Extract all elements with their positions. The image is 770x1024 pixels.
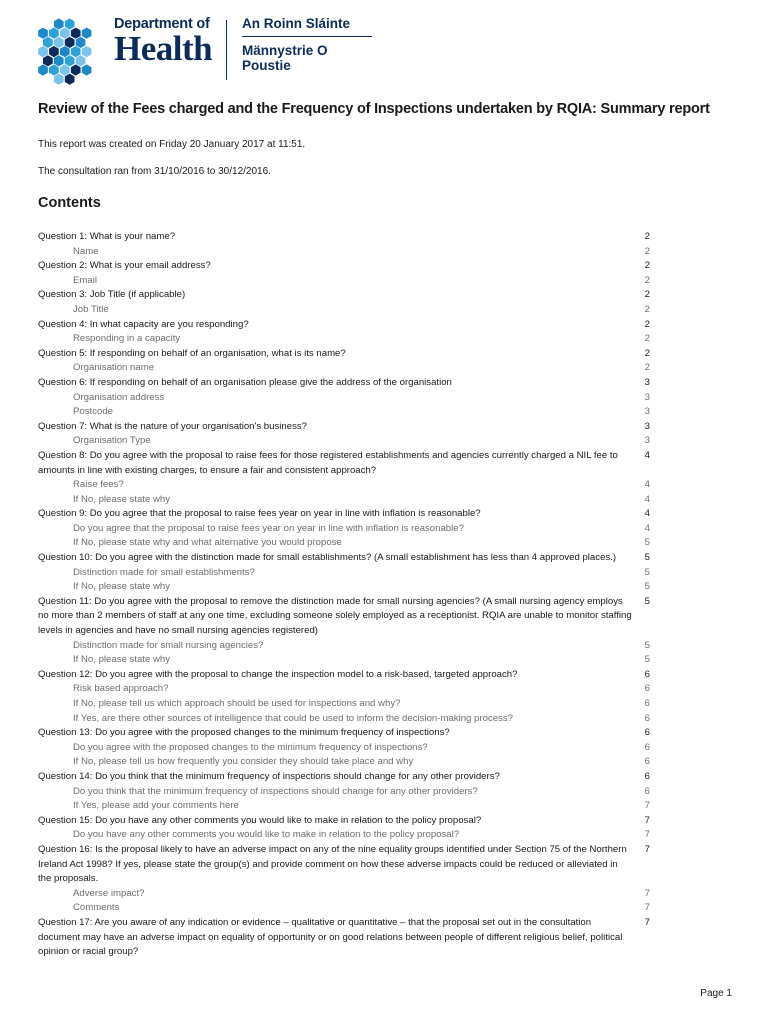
logo-hexagon (38, 64, 48, 75)
ulster-scots-name: Männystrie O Poustie (242, 43, 328, 73)
toc-subitem[interactable] (38, 493, 650, 508)
toc-page-number: 2 (644, 362, 650, 374)
toc-page-number: 3 (644, 406, 650, 418)
toc-page-number: 4 (644, 508, 650, 520)
toc-entry-text: If Yes, are there other sources of intelligence that could be used to inform the decision-making process? (73, 712, 513, 724)
toc-page-number: 2 (644, 347, 650, 359)
logo-hexagon (65, 55, 75, 66)
department-name (114, 16, 212, 67)
toc-page-number: 7 (644, 902, 650, 914)
page-number: Page 1 (700, 988, 732, 999)
toc-entry-text: Organisation address (73, 391, 165, 403)
toc-subitem[interactable] (38, 682, 650, 697)
logo-hexagon (43, 37, 53, 48)
toc-entry-text: Organisation name (73, 362, 155, 374)
toc-question[interactable] (38, 288, 650, 303)
toc-page-number: 5 (644, 639, 650, 651)
toc-question[interactable] (38, 347, 650, 362)
toc-question[interactable] (38, 726, 650, 741)
toc-question[interactable] (38, 507, 650, 522)
toc-entry-text: If No, please tell us how frequently you consider they should take place and why (73, 756, 414, 768)
toc-entry-text: Comments (73, 902, 120, 914)
logo-hexagon (65, 37, 75, 48)
toc-entry-text: Question 17: Are you aware of any indication or evidence – qualitative or quantitative – that the proposal set out in the consultation document may have an adverse impact on equality of opportunity or on good relations between people of different religious belief, political opinion or racial group? (38, 916, 623, 958)
toc-entry-text: Do you have any other comments you would like to make in relation to the policy proposal? (73, 829, 460, 841)
toc-page-number: 2 (644, 303, 650, 315)
toc-entry-text: Postcode (73, 406, 114, 418)
toc-page-number: 6 (644, 683, 650, 695)
toc-question[interactable] (38, 595, 650, 639)
toc-entry-text: Question 1: What is your name? (38, 231, 176, 242)
toc-subitem[interactable] (38, 580, 650, 595)
toc-entry-text: Question 14: Do you think that the minimum frequency of inspections should change for any other providers? (38, 770, 500, 782)
toc-page-number: 4 (644, 522, 650, 534)
toc-entry-text: Question 6: If responding on behalf of an organisation please give the address of the organisation (38, 376, 452, 388)
toc-entry-text: Question 7: What is the nature of your organisation's business? (38, 420, 308, 432)
toc-subitem[interactable] (38, 887, 650, 902)
health-wordmark: Health (114, 29, 213, 68)
table-of-contents (38, 230, 650, 960)
toc-subitem[interactable] (38, 245, 650, 260)
toc-question[interactable] (38, 814, 650, 829)
toc-entry-text: Name (73, 245, 99, 257)
logo-hexagon (54, 37, 64, 48)
toc-page-number: 6 (644, 741, 650, 753)
toc-page-number: 7 (644, 887, 650, 899)
logo-hexagon (54, 74, 64, 85)
toc-page-number: 7 (644, 843, 650, 855)
logo-hexagon (71, 46, 81, 57)
name-rule (242, 36, 372, 37)
toc-page-number: 2 (644, 260, 650, 272)
toc-entry-text: If Yes, please add your comments here (73, 800, 239, 812)
logo-hexagon (54, 55, 64, 66)
toc-page-number: 6 (644, 712, 650, 724)
toc-entry-text: Raise fees? (73, 479, 124, 491)
toc-page-number: 5 (644, 581, 650, 593)
toc-entry-text: Question 13: Do you agree with the proposed changes to the minimum frequency of inspections? (38, 727, 450, 739)
toc-page-number: 7 (644, 800, 650, 812)
toc-entry-text: Question 2: What is your email address? (38, 260, 211, 272)
logo-hexagon (38, 46, 48, 57)
toc-subitem[interactable] (38, 639, 650, 654)
logo-hexagon (82, 46, 92, 57)
toc-entry-text: Job Title (73, 303, 109, 315)
toc-entry-text: Question 11: Do you agree with the proposal to remove the distinction made for small nursing agencies? (A small nursing agency employs no more than 2 members of staff at any one time, excluding someone solely employed as a receptionist. RQIA are unable to monitor staffing levels in agencies and have no small nursing agencies registered) (38, 595, 632, 637)
toc-page-number: 5 (644, 537, 650, 549)
toc-subitem[interactable] (38, 522, 650, 537)
toc-question[interactable] (38, 449, 650, 478)
logo-hexagon (54, 18, 64, 29)
toc-page-number: 4 (644, 493, 650, 505)
toc-entry-text: If No, please state why (73, 581, 171, 593)
logo-hexagon (65, 18, 75, 29)
department-of-label: Department of (114, 16, 210, 32)
toc-entry-text: Adverse impact? (73, 887, 145, 899)
toc-entry-text: If No, please state why (73, 493, 171, 505)
logo-hexagon (76, 37, 86, 48)
toc-question[interactable] (38, 259, 650, 274)
toc-entry-text: Risk based approach? (73, 683, 169, 695)
department-of-health-logo (36, 14, 376, 92)
logo-hexagon (60, 28, 70, 39)
toc-page-number: 5 (644, 595, 650, 607)
toc-page-number: 3 (644, 376, 650, 388)
hexagon-cluster-icon (36, 18, 102, 88)
logo-hexagon (65, 74, 75, 85)
toc-entry-text: Distinction made for small nursing agencies? (73, 639, 264, 651)
toc-page-number: 7 (644, 829, 650, 841)
irish-name: An Roinn Sláinte (242, 16, 350, 31)
toc-page-number: 6 (644, 698, 650, 709)
toc-subitem[interactable] (38, 653, 650, 668)
logo-hexagon (71, 64, 81, 75)
toc-question[interactable] (38, 551, 650, 566)
toc-page-number: 6 (644, 770, 650, 782)
toc-page-number: 3 (644, 420, 650, 432)
logo-hexagon (49, 64, 59, 75)
logo-hexagon (82, 28, 92, 39)
toc-page-number: 6 (644, 785, 650, 797)
toc-entry-text: Do you agree that the proposal to raise fees year on year in line with inflation is reasonable? (73, 522, 464, 534)
toc-page-number: 6 (644, 756, 650, 768)
logo-hexagon (60, 46, 70, 57)
translated-names (242, 16, 372, 73)
toc-entry-text: Question 15: Do you have any other comments you would like to make in relation to the policy proposal? (38, 814, 482, 826)
toc-subitem[interactable] (38, 536, 650, 551)
logo-hexagon (71, 28, 81, 39)
toc-page-number: 3 (644, 435, 650, 447)
toc-page-number: 2 (644, 274, 650, 286)
toc-page-number: 2 (644, 245, 650, 257)
toc-page-number: 6 (644, 727, 650, 739)
toc-page-number: 5 (644, 654, 650, 666)
logo-hexagon (76, 55, 86, 66)
toc-page-number: 4 (644, 479, 650, 491)
toc-subitem[interactable] (38, 828, 650, 843)
toc-entry-text: Do you agree with the proposed changes to the minimum frequency of inspections? (73, 741, 428, 753)
logo-hexagon (49, 28, 59, 39)
created-statement: This report was created on Friday 20 January 2017 at 11:51. (38, 139, 306, 150)
toc-entry-text: If No, please tell us which approach should be used for inspections and why? (73, 698, 401, 709)
toc-entry-text: Question 12: Do you agree with the proposal to change the inspection model to a risk-based, targeted approach? (38, 668, 518, 680)
toc-question[interactable] (38, 230, 650, 245)
toc-entry-text: Question 16: Is the proposal likely to have an adverse impact on any of the nine equality groups identified under Section 75 of the Northern Ireland Act 1998? If yes, please state the group(s) and provide comment on how these adverse impacts could be reduced or alleviated in the proposals. (38, 843, 627, 885)
toc-subitem[interactable] (38, 274, 650, 289)
logo-divider (226, 20, 227, 80)
toc-page-number: 2 (644, 333, 650, 345)
toc-question[interactable] (38, 770, 650, 785)
toc-page-number: 5 (644, 552, 650, 564)
toc-page-number: 2 (644, 231, 650, 242)
toc-subitem[interactable] (38, 566, 650, 581)
toc-subitem[interactable] (38, 434, 650, 449)
toc-subitem[interactable] (38, 303, 650, 318)
toc-page-number: 2 (644, 318, 650, 330)
toc-entry-text: If No, please state why and what alternative you would propose (73, 537, 342, 549)
toc-subitem[interactable] (38, 405, 650, 420)
toc-subitem[interactable] (38, 755, 650, 770)
toc-question[interactable] (38, 843, 650, 887)
toc-entry-text: Do you think that the minimum frequency of inspections should change for any other providers? (73, 785, 478, 797)
toc-entry-text: Organisation Type (73, 435, 151, 447)
toc-entry-text: Question 4: In what capacity are you responding? (38, 318, 249, 330)
toc-subitem[interactable] (38, 712, 650, 727)
toc-entry-text: If No, please state why (73, 654, 171, 666)
logo-hexagon (49, 46, 59, 57)
toc-subitem[interactable] (38, 697, 650, 712)
toc-question[interactable] (38, 318, 650, 333)
toc-page-number: 7 (644, 916, 650, 928)
toc-subitem[interactable] (38, 478, 650, 493)
toc-question[interactable] (38, 420, 650, 435)
toc-question[interactable] (38, 668, 650, 683)
contents-heading: Contents (38, 195, 101, 211)
toc-subitem[interactable] (38, 332, 650, 347)
toc-entry-text: Responding in a capacity (73, 333, 181, 345)
toc-page-number: 5 (644, 566, 650, 578)
toc-subitem[interactable] (38, 361, 650, 376)
toc-subitem[interactable] (38, 785, 650, 800)
toc-question[interactable] (38, 916, 650, 960)
toc-entry-text: Distinction made for small establishments? (73, 566, 255, 578)
toc-subitem[interactable] (38, 391, 650, 406)
toc-entry-text: Question 10: Do you agree with the distinction made for small establishments? (A small establishment has less than 4 approved places.) (38, 552, 617, 564)
report-title: Review of the Fees charged and the Frequency of Inspections undertaken by RQIA: Summary report (38, 101, 710, 117)
consultation-dates: The consultation ran from 31/10/2016 to 30/12/2016. (38, 166, 271, 177)
toc-entry-text: Question 5: If responding on behalf of an organisation, what is its name? (38, 347, 346, 359)
logo-hexagon (38, 28, 48, 39)
toc-question[interactable] (38, 376, 650, 391)
toc-page-number: 7 (644, 814, 650, 826)
toc-subitem[interactable] (38, 901, 650, 916)
logo-hexagon (82, 64, 92, 75)
logo-hexagon (43, 55, 53, 66)
toc-page-number: 4 (644, 449, 650, 461)
toc-subitem[interactable] (38, 799, 650, 814)
toc-entry-text: Question 9: Do you agree that the proposal to raise fees year on year in line with inflation is reasonable? (38, 508, 481, 520)
toc-entry-text: Question 8: Do you agree with the proposal to raise fees for those registered establishments and agencies currently charged a NIL fee to amounts in line with existing charges, to ensure a fair and consistent approach? (38, 449, 618, 476)
toc-subitem[interactable] (38, 741, 650, 756)
logo-hexagon (60, 64, 70, 75)
toc-page-number: 6 (644, 668, 650, 680)
toc-entry-text: Email (73, 274, 97, 286)
toc-page-number: 3 (644, 391, 650, 403)
toc-entry-text: Question 3: Job Title (if applicable) (38, 289, 186, 301)
toc-page-number: 2 (644, 289, 650, 301)
